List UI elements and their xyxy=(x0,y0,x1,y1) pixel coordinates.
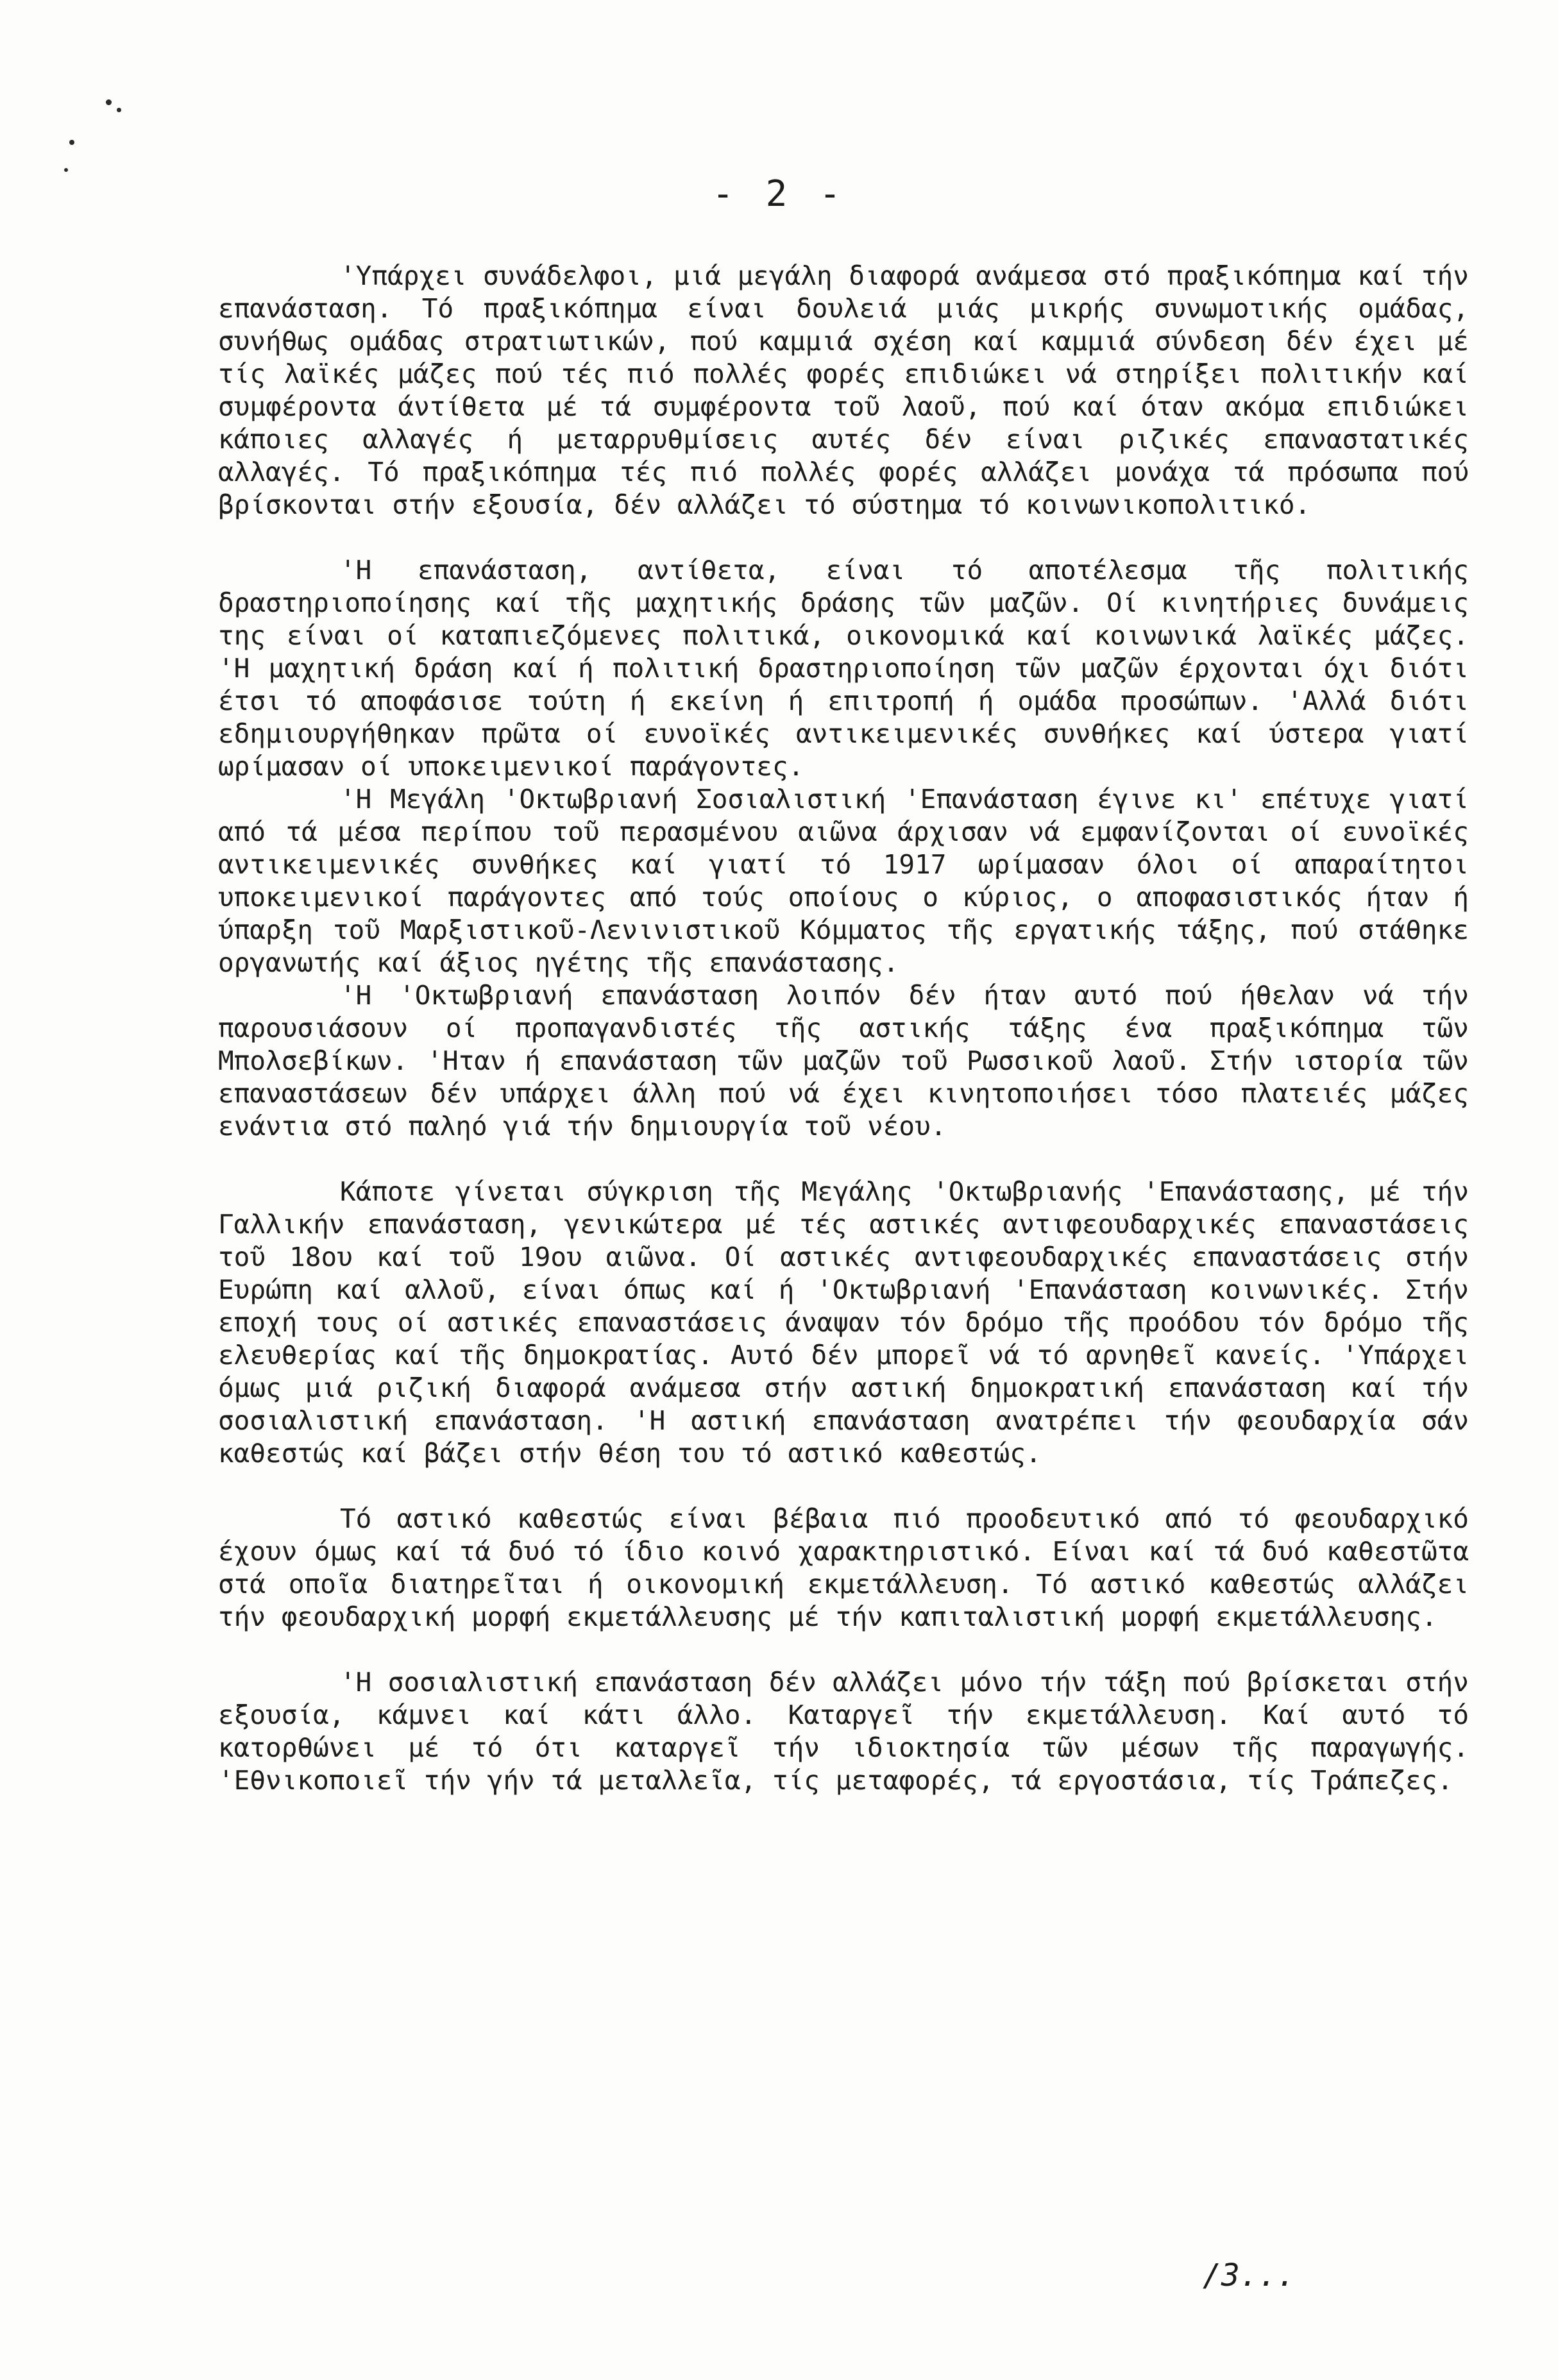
scan-speck xyxy=(106,99,112,105)
paragraph-revolution-masses: 'Η επανάσταση, αντίθετα, είναι τό αποτέλεσμα τῆς πολιτικής δραστηριοποίησης καί τῆς μαχητικής δράσης τῶν μαζῶν. Οί κινητήριες δυνάμεις της είναι οί καταπιεζόμενες πολιτικά, οικονομικά καί κοινωνικά λαϊκές μάζες. 'Η μαχητική δράση καί ή πολιτική δραστηριοποίηση τῶν μαζῶν έρχονται όχι διότι έτσι τό αποφάσισε τούτη ή εκείνη ή επιτροπή ή ομάδα προσώπων. 'Αλλά διότι εδημιουργήθηκαν πρῶτα οί ευνοϊκές αντικειμενικές συνθήκες καί ύστερα γιατί ωρίμασαν οί υποκειμενικοί παράγοντες. xyxy=(218,555,1469,782)
continuation-marker: /3... xyxy=(1203,2258,1296,2293)
paragraph-not-a-coup: 'Η 'Οκτωβριανή επανάσταση λοιπόν δέν ήταν αυτό πού ήθελαν νά τήν παρουσιάσουν οί προπαγανδιστές τῆς αστικής τάξης ένα πραξικόπημα τῶν Μπολσεβίκων. 'Ηταν ή επανάσταση τῶν μαζῶν τοῦ Ρωσσικοῦ λαοῦ. Στήν ιστορία τῶν επαναστάσεων δέν υπάρχει άλλη πού νά έχει κινητοποιήσει τόσο πλατειές μάζες ενάντια στό παληό γιά τήν δημιουργία τοῦ νέου. xyxy=(218,980,1469,1142)
scan-speck xyxy=(69,140,74,145)
page-number: - 2 - xyxy=(712,173,846,215)
paragraph-coup-vs-revolution: 'Υπάρχει συνάδελφοι, μιά μεγάλη διαφορά ανάμεσα στό πραξικόπημα καί τήν επανάσταση. Τό πραξικόπημα είναι δουλειά μιάς μικρής συνωμοτικής ομάδας, συνήθως ομάδας στρατιωτικών, πού καμμιά σχέση καί καμμιά σύνδεση δέν έχει μέ τίς λαϊκές μάζες πού τές πιό πολλές φορές επιδιώκει νά στηρίξει πολιτικήν καί συμφέροντα άντίθετα μέ τά συμφέροντα τοῦ λαοῦ, πού καί όταν ακόμα επιδιώκει κάποιες αλλαγές ή μεταρρυθμίσεις αυτές δέν είναι ριζικές επαναστατικές αλλαγές. Τό πραξικόπημα τές πιό πολλές φορές αλλάζει μονάχα τά πρόσωπα πού βρίσκονται στήν εξουσία, δέν αλλάζει τό σύστημα τό κοινωνικοπολιτικό. xyxy=(218,260,1469,520)
paragraph-exploitation: Τό αστικό καθεστώς είναι βέβαια πιό προοδευτικό από τό φεουδαρχικό έχουν όμως καί τά δυό τό ίδιο κοινό χαρακτηριστικό. Είναι καί τά δυό καθεστῶτα στά οποῖα διατηρεῖται ή οικονομική εκμετάλλευση. Τό αστικό καθεστώς αλλάζει τήν φεουδαρχική μορφή εκμετάλλευσης μέ τήν καπιταλιστική μορφή εκμετάλλευσης. xyxy=(218,1503,1469,1632)
paragraph-october-revolution: 'Η Μεγάλη 'Οκτωβριανή Σοσιαλιστική 'Επανάσταση έγινε κι' επέτυχε γιατί από τά μέσα περίπου τοῦ περασμένου αιῶνα άρχισαν νά εμφανίζονται οί ευνοϊκές αντικειμενικές συνθήκες καί γιατί τό 1917 ωρίμασαν όλοι οί απαραίτητοι υποκειμενικοί παράγοντες από τούς οποίους ο κύριος, ο αποφασιστικός ήταν ή ύπαρξη τοῦ Μαρξιστικοῦ-Λενινιστικοῦ Κόμματος τῆς εργατικής τάξης, πού στάθηκε οργανωτής καί άξιος ηγέτης τῆς επανάστασης. xyxy=(218,784,1469,978)
paragraph-bourgeois-comparison: Κάποτε γίνεται σύγκριση τῆς Μεγάλης 'Οκτωβριανής 'Επανάστασης, μέ τήν Γαλλικήν επανάσταση, γενικώτερα μέ τές αστικές αντιφεουδαρχικές επαναστάσεις τοῦ 18ου καί τοῦ 19ου αιῶνα. Οί αστικές αντιφεουδαρχικές επαναστάσεις στήν Ευρώπη καί αλλοῦ, είναι όπως καί ή 'Οκτωβριανή 'Επανάσταση κοινωνικές. Στήν εποχή τους οί αστικές επαναστάσεις άναψαν τόν δρόμο τῆς προόδου τόν δρόμο τῆς ελευθερίας καί τῆς δημοκρατίας. Αυτό δέν μπορεῖ νά τό αρνηθεῖ κανείς. 'Υπάρχει όμως μιά ριζική διαφορά ανάμεσα στήν αστική δημοκρατική επανάσταση καί τήν σοσιαλιστική επανάσταση. 'Η αστική επανάσταση ανατρέπει τήν φεουδαρχία σάν καθεστώς καί βάζει στήν θέση του τό αστικό καθεστώς. xyxy=(218,1176,1469,1469)
paragraph-socialist-revolution: 'Η σοσιαλιστική επανάσταση δέν αλλάζει μόνο τήν τάξη πού βρίσκεται στήν εξουσία, κάμνει καί κάτι άλλο. Καταργεῖ τήν εκμετάλλευση. Καί αυτό τό κατορθώνει μέ τό ότι καταργεῖ τήν ιδιοκτησία τῶν μέσων τῆς παραγωγής. 'Εθνικοποιεῖ τήν γήν τά μεταλλεῖα, τίς μεταφορές, τά εργοστάσια, τίς Τράπεζες. xyxy=(218,1667,1469,1796)
scan-speck xyxy=(64,168,68,172)
scan-speck xyxy=(117,108,121,112)
document-body xyxy=(218,260,1469,1830)
